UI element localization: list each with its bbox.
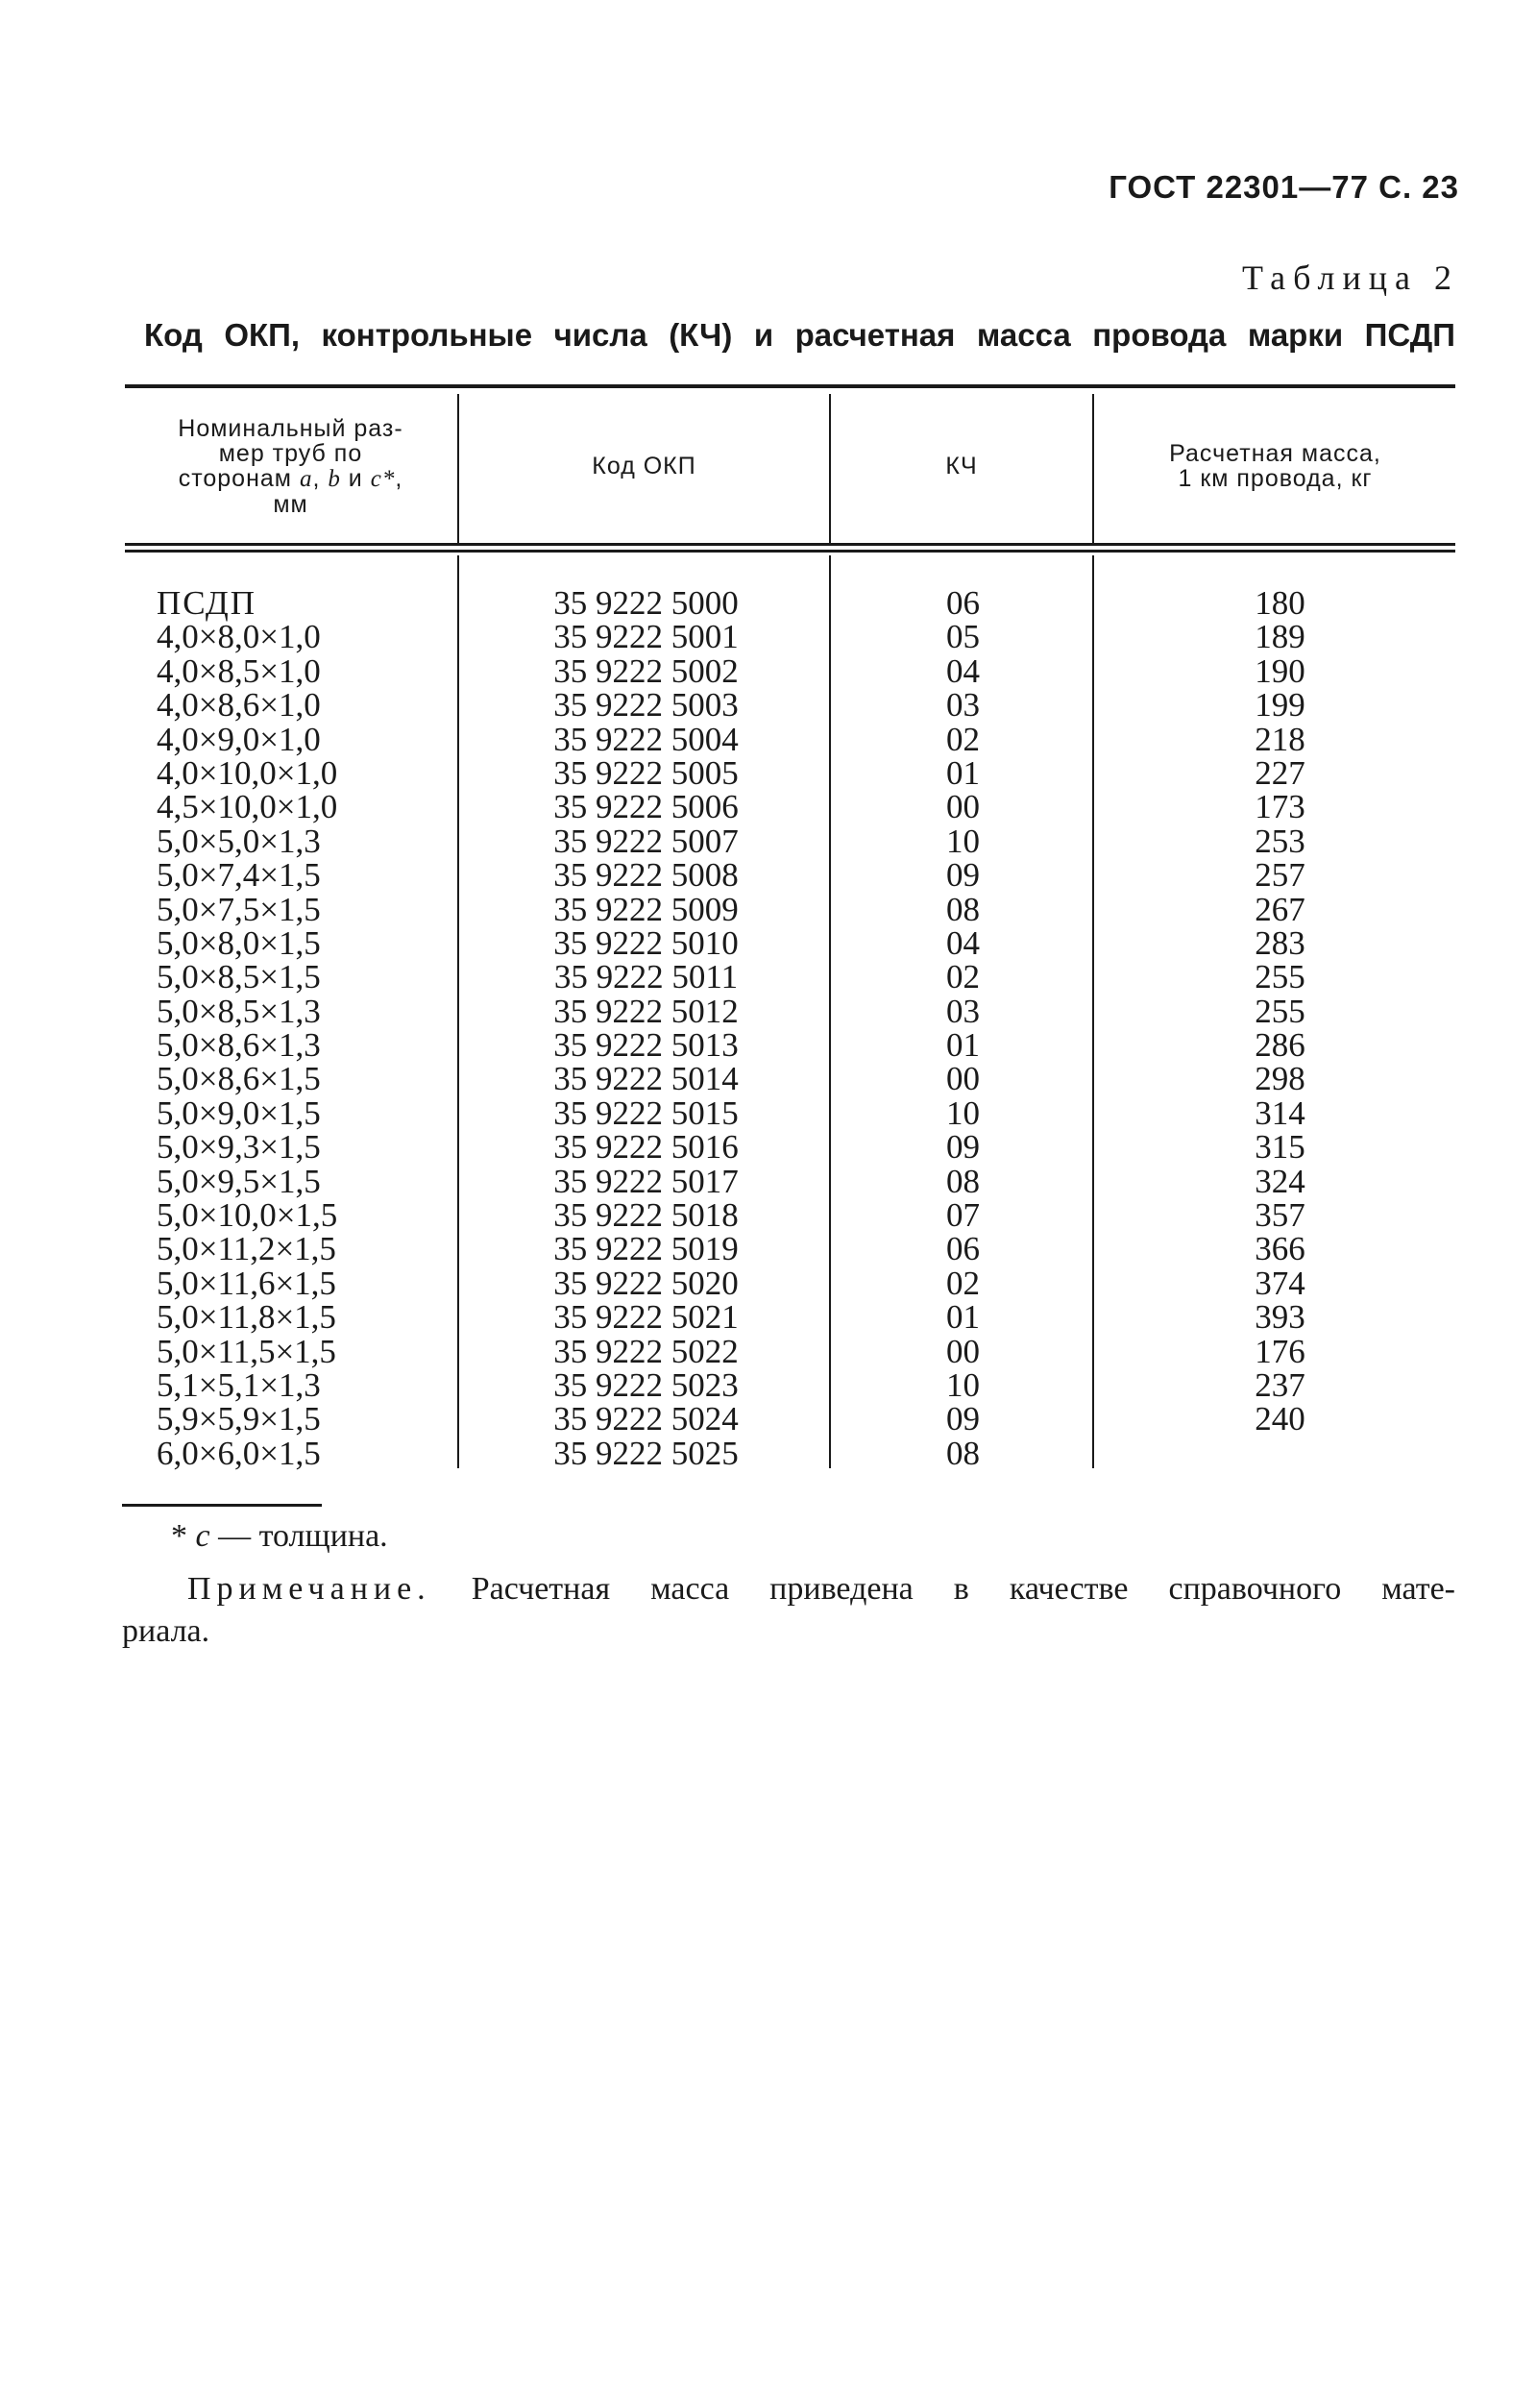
cell-code: 35 9222 5005 (553, 753, 739, 792)
cell-kch: 04 (946, 923, 980, 962)
cell-mass: 189 (1255, 618, 1305, 656)
note-label: Примечание. (187, 1571, 431, 1607)
col-divider (1092, 555, 1094, 1468)
cell-code: 35 9222 5004 (553, 720, 739, 758)
cell-size: 5,0×11,5×1,5 (157, 1332, 336, 1370)
cell-kch: 01 (946, 753, 980, 792)
footnote-text: — толщина. (218, 1518, 388, 1554)
cell-size: 4,0×10,0×1,0 (157, 753, 338, 792)
cell-kch: 09 (946, 856, 980, 895)
cell-size: 5,0×10,0×1,5 (157, 1196, 338, 1235)
cell-size: 5,0×11,8×1,5 (157, 1298, 336, 1337)
col-divider (829, 555, 831, 1468)
cell-size: 5,0×9,0×1,5 (157, 1093, 321, 1132)
column-mass (1105, 586, 1455, 1470)
cell-code: 35 9222 5022 (553, 1332, 739, 1370)
cell-mass: 180 (1255, 584, 1305, 622)
cell-size: 4,0×9,0×1,0 (157, 720, 321, 758)
cell-mass: 283 (1255, 923, 1305, 962)
cell-code: 35 9222 5025 (553, 1434, 739, 1472)
cell-code: 35 9222 5001 (553, 618, 739, 656)
cell-code: 35 9222 5017 (553, 1162, 739, 1200)
page-header: ГОСТ 22301—77 С. 23 (1109, 169, 1459, 205)
cell-code: 35 9222 5014 (553, 1060, 739, 1098)
header-kch (831, 394, 1092, 538)
cell-mass: 240 (1255, 1400, 1305, 1438)
col-divider (829, 394, 831, 543)
cell-mass: 255 (1255, 958, 1305, 996)
cell-kch: 10 (946, 822, 980, 860)
cell-kch: 04 (946, 651, 980, 690)
cell-code: 35 9222 5016 (553, 1128, 739, 1167)
cell-size: 5,0×8,5×1,5 (157, 958, 321, 996)
cell-kch: 00 (946, 1332, 980, 1370)
header-mass (1095, 394, 1455, 538)
cell-size: 5,0×7,5×1,5 (157, 890, 321, 928)
cell-size: 5,9×5,9×1,5 (157, 1400, 321, 1438)
note (122, 1568, 1455, 1653)
column-kch (845, 586, 1081, 1470)
cell-mass: 324 (1255, 1162, 1305, 1200)
cell-mass: 173 (1255, 788, 1305, 826)
cell-code: 35 9222 5003 (553, 686, 739, 725)
cell-code: 35 9222 5023 (553, 1365, 739, 1404)
cell-kch: 06 (946, 584, 980, 622)
header-mass-line2: 1 км провода, кг (1178, 465, 1373, 492)
cell-mass: 314 (1255, 1093, 1305, 1132)
cell-mass: 227 (1255, 753, 1305, 792)
cell-code: 35 9222 5019 (553, 1230, 739, 1268)
cell-size: 5,0×9,3×1,5 (157, 1128, 321, 1167)
col-divider (457, 555, 459, 1468)
cell-kch: 10 (946, 1093, 980, 1132)
cell-mass (1105, 1437, 1455, 1470)
cell-code: 35 9222 5018 (553, 1196, 739, 1235)
cell-size: 4,5×10,0×1,0 (157, 788, 338, 826)
cell-kch: 09 (946, 1128, 980, 1167)
note-line1: Расчетная масса приведена в качестве справочного мате- (471, 1571, 1455, 1607)
header-size-line2: мер труб по (218, 439, 363, 467)
header-size-line3a: сторонам (178, 464, 292, 492)
footnote-var: с (195, 1518, 210, 1554)
header-var-a: a (299, 465, 313, 492)
cell-mass: 315 (1255, 1128, 1305, 1167)
cell-kch: 08 (946, 1434, 980, 1472)
cell-kch: 01 (946, 1026, 980, 1065)
cell-mass: 393 (1255, 1298, 1305, 1337)
footnote (171, 1518, 388, 1555)
cell-kch: 09 (946, 1400, 980, 1438)
cell-code: 35 9222 5009 (553, 890, 739, 928)
header-rule-2 (125, 550, 1455, 553)
table-label: Таблица 2 (1242, 258, 1459, 297)
cell-kch: 02 (946, 1264, 980, 1302)
header-size-line1: Номинальный раз- (178, 414, 403, 442)
cell-mass: 255 (1255, 992, 1305, 1030)
cell-kch: 08 (946, 890, 980, 928)
cell-code: 35 9222 5024 (553, 1400, 739, 1438)
cell-mass: 286 (1255, 1026, 1305, 1065)
cell-code: 35 9222 5006 (553, 788, 739, 826)
cell-size: 5,0×8,5×1,3 (157, 992, 321, 1030)
cell-size: 5,0×7,4×1,5 (157, 856, 321, 895)
cell-code: 35 9222 5010 (553, 923, 739, 962)
footnote-star: * (171, 1518, 187, 1554)
cell-kch: 02 (946, 958, 980, 996)
footnote-rule (122, 1504, 322, 1507)
cell-code: 35 9222 5021 (553, 1298, 739, 1337)
cell-mass: 199 (1255, 686, 1305, 725)
cell-size: 5,0×8,6×1,5 (157, 1060, 321, 1098)
cell-size: 5,0×8,0×1,5 (157, 923, 321, 962)
cell-size: 6,0×6,0×1,5 (157, 1434, 321, 1472)
cell-code: 35 9222 5020 (553, 1264, 739, 1302)
cell-mass: 298 (1255, 1060, 1305, 1098)
header-var-c: c* (370, 465, 396, 492)
cell-size: 4,0×8,6×1,0 (157, 686, 321, 725)
column-size (157, 586, 337, 1470)
header-code-label: Код ОКП (592, 453, 696, 479)
column-code (519, 586, 773, 1470)
table-top-rule (125, 384, 1455, 388)
cell-kch: 08 (946, 1162, 980, 1200)
cell-size: 4,0×8,0×1,0 (157, 618, 321, 656)
header-code (459, 394, 829, 538)
note-line2: риала. (122, 1613, 210, 1649)
cell-code: 35 9222 5015 (553, 1093, 739, 1132)
cell-mass: 257 (1255, 856, 1305, 895)
cell-kch: 03 (946, 992, 980, 1030)
col-divider (457, 394, 459, 543)
cell-size: ПСДП (157, 584, 257, 622)
cell-size: 5,0×11,6×1,5 (157, 1264, 336, 1302)
cell-code: 35 9222 5008 (553, 856, 739, 895)
cell-size: 5,0×5,0×1,3 (157, 822, 321, 860)
cell-kch: 00 (946, 788, 980, 826)
cell-mass: 176 (1255, 1332, 1305, 1370)
cell-mass: 366 (1255, 1230, 1305, 1268)
cell-mass: 237 (1255, 1365, 1305, 1404)
cell-code: 35 9222 5007 (553, 822, 739, 860)
cell-kch: 10 (946, 1365, 980, 1404)
cell-mass: 357 (1255, 1196, 1305, 1235)
cell-mass: 190 (1255, 651, 1305, 690)
cell-size: 5,0×11,2×1,5 (157, 1230, 336, 1268)
cell-kch: 03 (946, 686, 980, 725)
cell-code: 35 9222 5013 (553, 1026, 739, 1065)
cell-mass: 267 (1255, 890, 1305, 928)
cell-kch: 01 (946, 1298, 980, 1337)
cell-code: 35 9222 5002 (553, 651, 739, 690)
cell-kch: 06 (946, 1230, 980, 1268)
cell-size: 5,0×9,5×1,5 (157, 1162, 321, 1200)
col-divider (1092, 394, 1094, 543)
cell-code: 35 9222 5012 (553, 992, 739, 1030)
header-kch-label: КЧ (945, 453, 978, 479)
header-size-line4: мм (273, 490, 308, 518)
cell-mass: 374 (1255, 1264, 1305, 1302)
header-size: Номинальный раз- мер труб по сторонам a, b и c*, мм (178, 414, 403, 518)
cell-mass: 218 (1255, 720, 1305, 758)
header-rule-1 (125, 543, 1455, 546)
cell-mass: 253 (1255, 822, 1305, 860)
cell-size: 5,1×5,1×1,3 (157, 1365, 321, 1404)
cell-kch: 00 (946, 1060, 980, 1098)
table-title: Код ОКП, контрольные числа (КЧ) и расчетная масса провода марки ПСДП (144, 317, 1455, 353)
cell-kch: 02 (946, 720, 980, 758)
cell-code: 35 9222 5000 (553, 584, 739, 622)
cell-code: 35 9222 5011 (553, 958, 739, 996)
header-var-b: b (328, 465, 341, 492)
header-and: и (348, 464, 363, 492)
cell-kch: 07 (946, 1196, 980, 1235)
cell-kch: 05 (946, 618, 980, 656)
header-mass-line1: Расчетная масса, (1169, 440, 1381, 467)
cell-size: 4,0×8,5×1,0 (157, 651, 321, 690)
cell-size: 5,0×8,6×1,3 (157, 1026, 321, 1065)
